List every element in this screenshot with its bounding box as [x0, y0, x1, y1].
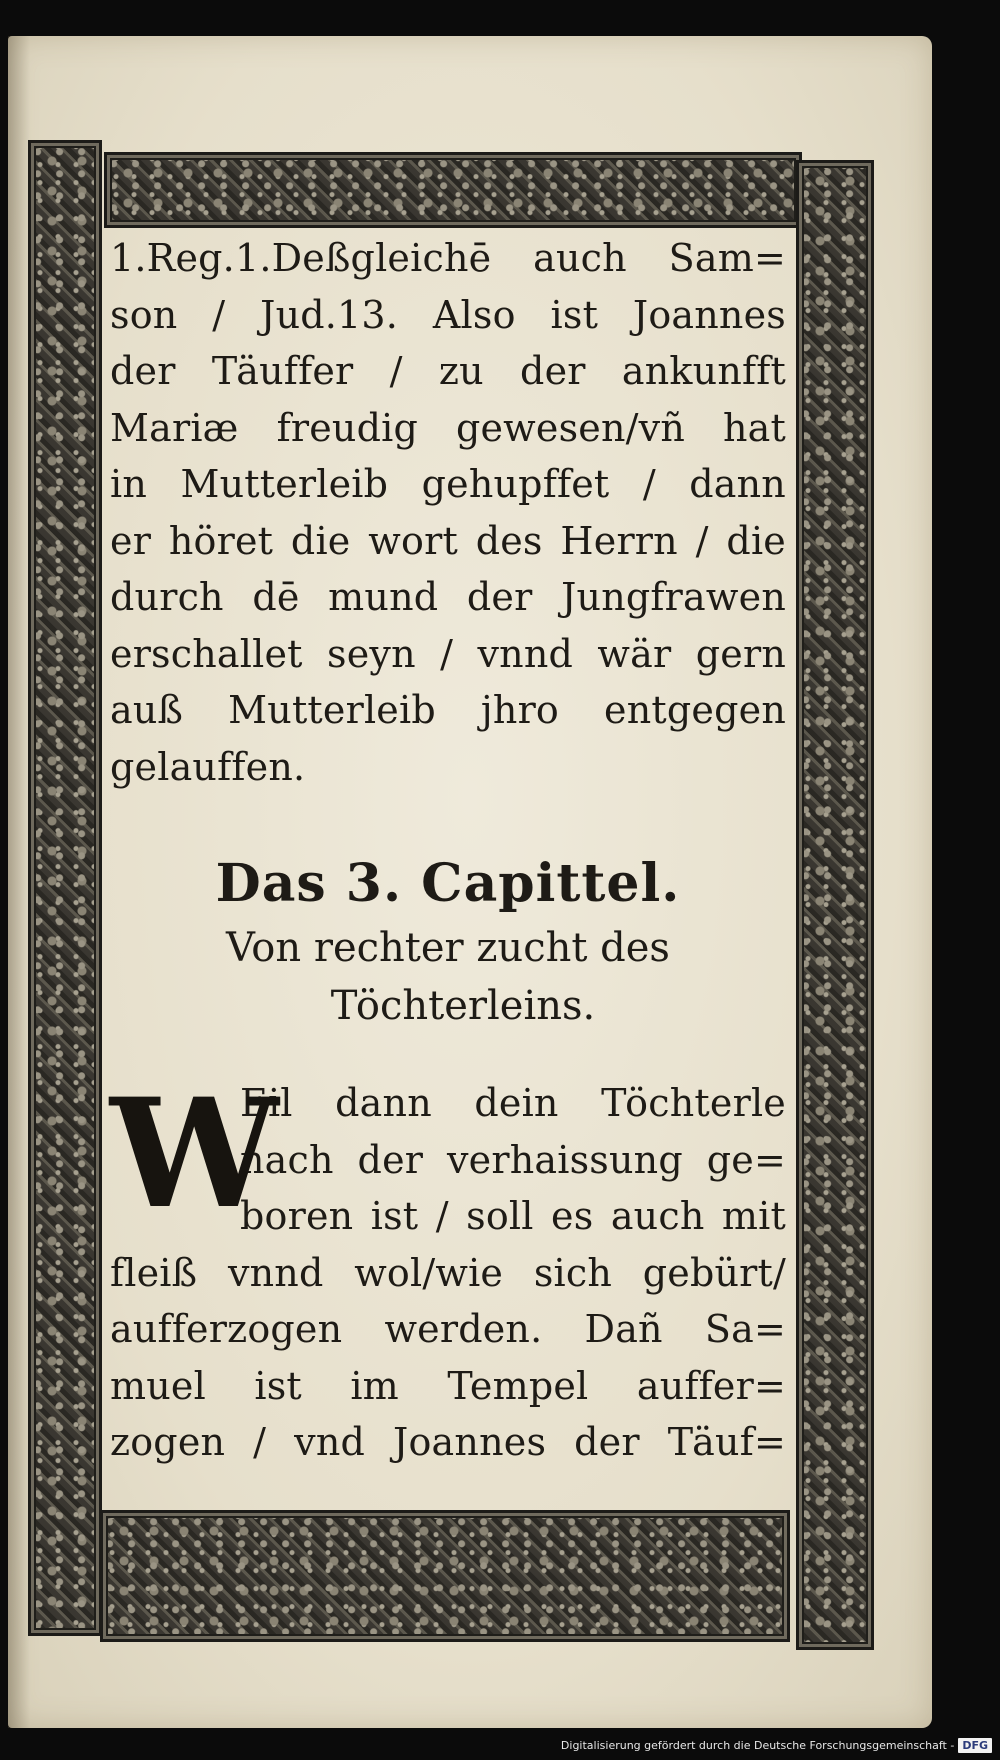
ornamental-border-top: [104, 152, 802, 228]
ornamental-border-bottom: [100, 1510, 790, 1642]
text-line: gelauffen.: [110, 744, 306, 789]
ornamental-border-left: [28, 140, 102, 1636]
text-line: er höret die wort des Herrn / die: [110, 518, 786, 563]
spine-shadow: [8, 36, 30, 1728]
text-line: fleiß vnnd wol/wie sich gebürt/: [110, 1250, 786, 1295]
paragraph-2: [110, 1066, 786, 1471]
text-line: son / Jud.13. Also ist Joannes: [110, 292, 786, 337]
text-line: nach der verhaissung ge=: [240, 1137, 786, 1182]
drop-cap-initial: W: [110, 1066, 279, 1242]
text-line: zogen / vnd Joannes der Täuf=: [110, 1420, 786, 1464]
chapter-subtitle: Töchterleins.: [330, 983, 596, 1029]
text-line: in Mutterleib gehupffet / dann: [110, 462, 786, 506]
text-line: durch dē mund der Jungfrawen: [110, 575, 786, 619]
page-text: [110, 230, 786, 1506]
text-line: boren ist / soll es auch mit: [240, 1194, 786, 1238]
chapter-subtitle: Von rechter zucht des: [226, 925, 670, 971]
chapter-heading: Das 3. Capittel.: [215, 853, 681, 914]
text-line: Eil dann dein Töchterle: [240, 1081, 786, 1125]
dfg-logo: DFG: [958, 1738, 992, 1753]
text-line: 1.Reg.1.Deßgleichē auch Sam=: [110, 236, 786, 280]
digitization-credit: [561, 1734, 992, 1756]
book-page: [8, 36, 932, 1728]
text-line: erschallet seyn / vnnd wär gern: [110, 631, 786, 676]
ornamental-border-right: [796, 160, 874, 1650]
text-line: auß Mutterleib jhro entgegen: [110, 688, 786, 732]
text-line: Mariæ freudig gewesen/vñ hat: [110, 405, 786, 450]
paragraph-1: [110, 230, 786, 795]
credit-text: Digitalisierung gefördert durch die Deutsche Forschungsgemeinschaft -: [560, 1738, 955, 1752]
text-line: der Täuffer / zu der ankunfft: [110, 349, 786, 393]
text-line: aufferzogen werden. Dañ Sa=: [110, 1307, 786, 1351]
text-line: muel ist im Tempel auffer=: [110, 1363, 786, 1408]
